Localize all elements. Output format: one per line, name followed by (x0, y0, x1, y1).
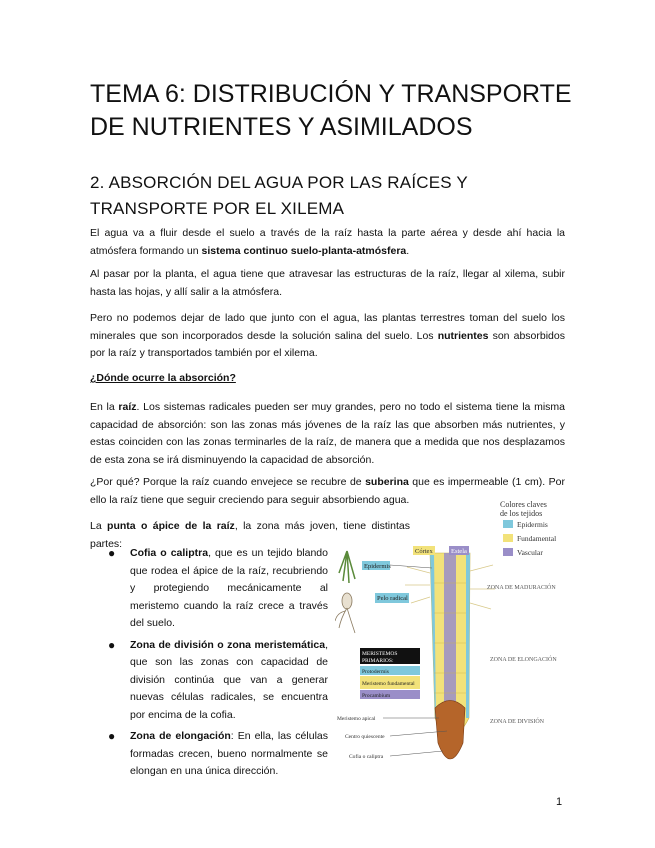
cortex-label: Córtex (415, 548, 433, 555)
list-item (108, 637, 328, 725)
cofia-label: Cofia o caliptra (349, 754, 384, 760)
paragraph-1-end: . (406, 244, 410, 257)
estela-label: Estela (451, 548, 467, 555)
page-title: TEMA 6: DISTRIBUCIÓN Y TRANSPORTE DE NUTRIENTES Y ASIMILADOS (90, 80, 572, 141)
list-item-text: , que es un tejido blando que rodea el ápice de la raíz, recubriendo y protegiendo mecánicamente al meristemo cuando la raíz crece a través del suelo. (130, 547, 328, 629)
meristemos-title-1: MERISTEMOS (362, 651, 398, 657)
bullet-icon: ● (108, 546, 116, 560)
paragraph-3-text: Pero no podemos dejar de lado que junto con el agua, las plantas terrestres toman del suelo los minerales que son incorporados desde la solución salina del suelo. Los (90, 312, 565, 342)
paragraph-6-start: La (90, 520, 108, 532)
paragraph-1-bold: sistema continuo suelo-planta-atmósfera (201, 244, 407, 257)
meristem-fundamental: Meristemo fundamental (362, 681, 415, 687)
centro-quiescente-label: Centro quiescente (345, 734, 385, 740)
page-number: 1 (556, 796, 563, 808)
bullet-list (108, 545, 328, 785)
paragraph-3-end: son absorbidos por la raíz y transportados también por el xilema. (90, 329, 565, 359)
bullet-icon: ● (108, 637, 116, 652)
pelo-radical-label: Pelo radical (377, 595, 408, 602)
root-tip-figure (335, 493, 570, 773)
legend-label-fundamental: Fundamental (517, 534, 557, 543)
meristemo-apical-label: Meristemo apical (337, 716, 376, 722)
paragraph-6-bold: punta o ápice de la raíz (107, 520, 235, 532)
paragraph-3 (90, 310, 565, 363)
paragraph-5-text: que es impermeable (1 cm). Por ello la raíz tiene que seguir creciendo para seguir absorbiendo agua. (90, 476, 565, 506)
paragraph-4-bold: raíz (118, 401, 137, 413)
paragraph-5-bold: suberina (365, 476, 409, 488)
list-item (108, 545, 328, 633)
paragraph-1-text: El agua va a fluir desde el suelo a través de la raíz hasta la parte aérea y desde ahí hacia la atmósfera formando un (90, 227, 565, 257)
paragraph-4-start: En la (90, 401, 119, 413)
list-item-text: , que son las zonas con capacidad de división continúa que van a generar nuevas células radicales, se encuentra por encima de la cofia. (130, 638, 328, 721)
list-item-text: : En ella, las células formadas crecen, bueno normalmente se elongan en una única dirección. (130, 730, 328, 777)
seedling-icon (335, 551, 355, 633)
list-item-bold: Cofia o caliptra (130, 547, 209, 559)
legend-swatch-epidermis (503, 520, 513, 528)
paragraph-5-start: ¿Por qué? Porque la raíz cuando envejece se recubre de (90, 476, 366, 488)
paragraph-6-text: , la zona más joven, tiene distintas partes: (90, 520, 410, 550)
paragraph-3-bold: nutrientes (437, 329, 489, 342)
list-item-bold: Zona de elongación (130, 730, 231, 742)
paragraph-2: Al pasar por la planta, el agua tiene que atravesar las estructuras de la raíz, llegar al xilema, subir hasta las hojas, y allí salir a la atmósfera. (90, 268, 565, 298)
legend-title-1: Colores claves (500, 500, 547, 509)
list-item (108, 728, 328, 781)
meristemos-title-2: PRIMARIOS: (362, 658, 394, 664)
legend-swatch-vascular (503, 548, 513, 556)
bullet-icon: ● (108, 729, 116, 743)
meristem-protodermis: Protodermis (362, 669, 389, 675)
legend-label-epidermis: Epidermis (517, 520, 548, 529)
paragraph-1 (90, 225, 565, 260)
section-heading: 2. ABSORCIÓN DEL AGUA POR LAS RAÍCES Y TRANSPORTE POR EL XILEMA (90, 173, 468, 218)
list-item-bold: Zona de división o zona meristemática (130, 638, 326, 651)
legend-label-vascular: Vascular (517, 548, 543, 557)
paragraph-4 (90, 399, 565, 469)
subheading: ¿Dónde ocurre la absorción? (90, 372, 236, 384)
legend-swatch-fundamental (503, 534, 513, 542)
meristem-procambium: Procambium (362, 693, 391, 699)
legend-title-2: de los tejidos (500, 509, 543, 518)
zone-maturation-label: ZONA DE MADURACIÓN (487, 585, 556, 591)
epidermis-label: Epidermis (364, 563, 391, 570)
zone-elongation-label: ZONA DE ELONGACIÓN (490, 657, 557, 663)
zone-division-label: ZONA DE DIVISIÓN (490, 719, 544, 725)
paragraph-4-text: . Los sistemas radicales pueden ser muy grandes, pero no todo el sistema tiene la misma capacidad de absorción: son las zonas más jóvenes de la raíz las que absorben más nutrientes, y estas coinciden con las zonas terminarles de la raíz, de manera que a medida que nos desplazamos de esta zona se irá disminuyendo la capacidad de absorción. (90, 401, 565, 466)
